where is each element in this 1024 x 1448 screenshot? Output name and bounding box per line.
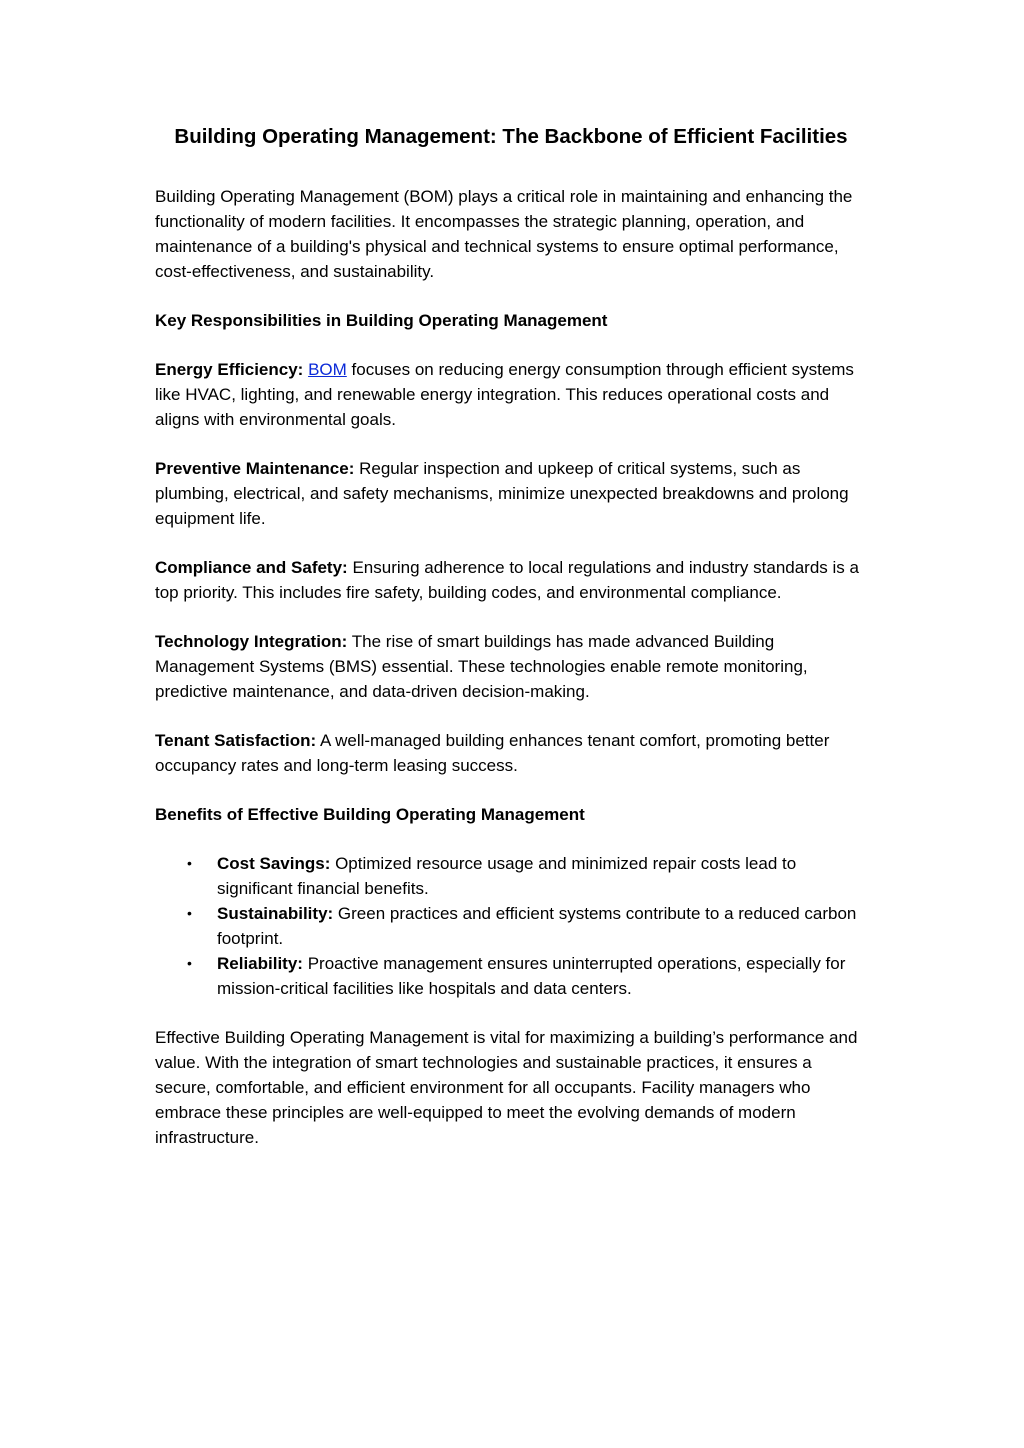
responsibility-label: Compliance and Safety:: [155, 558, 348, 577]
list-item: [187, 901, 867, 951]
responsibility-energy-efficiency: [155, 357, 867, 432]
benefits-list: [155, 851, 867, 1001]
responsibility-label: Technology Integration:: [155, 632, 348, 651]
responsibility-technology-integration: [155, 629, 867, 704]
responsibility-compliance-safety: [155, 555, 867, 605]
benefit-text: Green practices and efficient systems contribute to a reduced carbon footprint.: [217, 904, 857, 948]
responsibility-label: Energy Efficiency:: [155, 360, 304, 379]
bullet-icon: •: [187, 855, 192, 871]
responsibility-tenant-satisfaction: [155, 728, 867, 778]
section-heading-responsibilities: Key Responsibilities in Building Operating Management: [155, 311, 608, 330]
document-title: Building Operating Management: The Backbone of Efficient Facilities: [174, 125, 848, 148]
responsibility-text: The rise of smart buildings has made advanced Building Management Systems (BMS) essential. These technologies enable remote monitoring, predictive maintenance, and data-driven decision-making.: [155, 632, 808, 701]
intro-paragraph: Building Operating Management (BOM) plays a critical role in maintaining and enhancing the functionality of modern facilities. It encompasses the strategic planning, operation, and maintenance of a building's physical and technical systems to ensure optimal performance, cost-effectiveness, and sustainability.: [155, 187, 853, 281]
responsibility-preventive-maintenance: [155, 456, 867, 531]
responsibility-text: Ensuring adherence to local regulations and industry standards is a top priority. This includes fire safety, building codes, and environmental compliance.: [155, 558, 859, 602]
benefit-label: Reliability:: [217, 954, 303, 973]
bullet-icon: •: [187, 905, 192, 921]
benefit-label: Cost Savings:: [217, 854, 331, 873]
responsibility-label: Tenant Satisfaction:: [155, 731, 317, 750]
responsibility-text: A well-managed building enhances tenant comfort, promoting better occupancy rates and long-term leasing success.: [155, 731, 830, 775]
bullet-icon: •: [187, 955, 192, 971]
list-item: [187, 951, 867, 1001]
benefit-label: Sustainability:: [217, 904, 334, 923]
responsibility-text: focuses on reducing energy consumption through efficient systems like HVAC, lighting, and renewable energy integration. This reduces operational costs and aligns with environmental goals.: [155, 360, 854, 429]
document-page: [155, 122, 867, 1174]
responsibility-text: Regular inspection and upkeep of critical systems, such as plumbing, electrical, and safety mechanisms, minimize unexpected breakdowns and prolong equipment life.: [155, 459, 849, 528]
conclusion-paragraph: Effective Building Operating Management is vital for maximizing a building’s performance and value. With the integration of smart technologies and sustainable practices, it ensures a secure, comfortable, and efficient environment for all occupants. Facility managers who embrace these principles are well-equipped to meet the evolving demands of modern infrastructure.: [155, 1028, 858, 1147]
benefit-text: Proactive management ensures uninterrupted operations, especially for mission-critical facilities like hospitals and data centers.: [217, 954, 846, 998]
section-heading-benefits: Benefits of Effective Building Operating Management: [155, 805, 585, 824]
list-item: [187, 851, 867, 901]
responsibility-label: Preventive Maintenance:: [155, 459, 355, 478]
benefit-text: Optimized resource usage and minimized repair costs lead to significant financial benefits.: [217, 854, 797, 898]
bom-link[interactable]: BOM: [308, 360, 347, 379]
